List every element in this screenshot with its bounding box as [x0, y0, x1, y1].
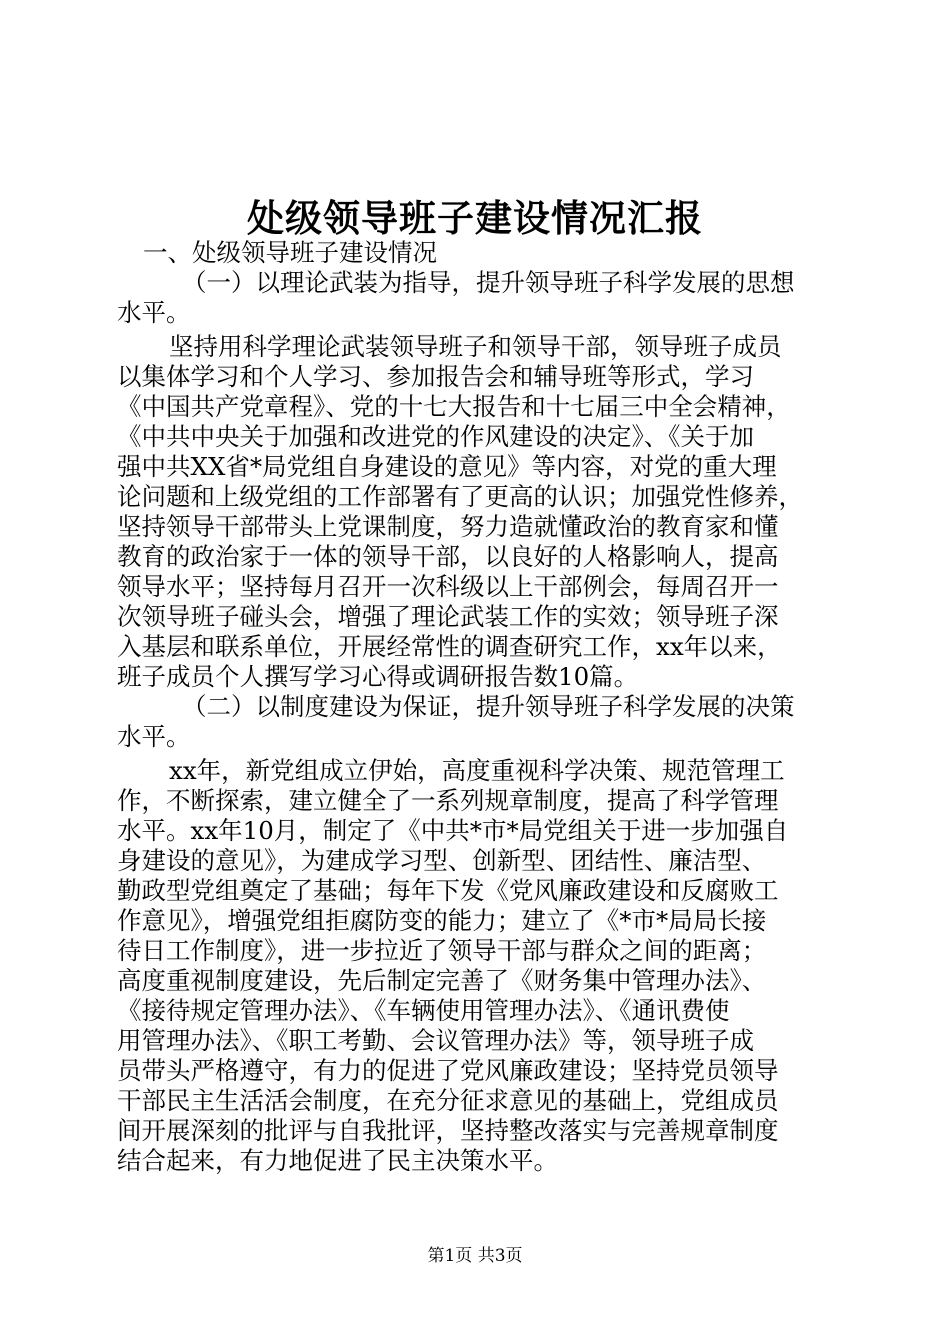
- text-line: 作，不断探索，建立健全了一系列规章制度，提高了科学管理: [117, 786, 779, 815]
- document-title: 处级领导班子建设情况汇报: [247, 196, 703, 240]
- text-line: 强中共XX省*局党组自身建设的意见》等内容，对党的重大理: [117, 452, 777, 481]
- text-line: 《接待规定管理办法》、《车辆使用管理办法》、《通讯费使: [117, 996, 730, 1025]
- text-line: 班子成员个人撰写学习心得或调研报告数10篇。: [117, 662, 639, 691]
- text-line: 以集体学习和个人学习、参加报告会和辅导班等形式，学习: [117, 362, 754, 391]
- text-line: 员带头严格遵守，有力的促进了党风廉政建设；坚持党员领导: [117, 1056, 779, 1085]
- text-line: 待日工作制度》，进一步拉近了领导干部与群众之间的距离；: [117, 936, 767, 965]
- text-line: 勤政型党组奠定了基础；每年下发《党风廉政建设和反腐败工: [117, 876, 779, 905]
- text-line: 干部民主生活活会制度，在充分征求意见的基础上，党组成员: [117, 1086, 779, 1115]
- text-line: 坚持领导干部带头上党课制度，努力造就懂政治的教育家和懂: [117, 512, 779, 541]
- text-line: 水平。: [117, 298, 191, 327]
- text-line: 水平。: [117, 722, 191, 751]
- text-line: 次领导班子碰头会，增强了理论武装工作的实效；领导班子深: [117, 602, 779, 631]
- text-line: 教育的政治家于一体的领导干部，以良好的人格影响人，提高: [117, 542, 779, 571]
- subsection-heading: （二）以制度建设为保证，提升领导班子科学发展的决策: [182, 692, 795, 721]
- text-line: 《中国共产党章程》、党的十七大报告和十七届三中全会精神，: [117, 392, 791, 421]
- paragraph-start: xx年，新党组成立伊始，高度重视科学决策、规范管理工: [169, 756, 785, 785]
- text-line: 高度重视制度建设，先后制定完善了《财务集中管理办法》、: [117, 966, 767, 995]
- text-line: 作意见》，增强党组拒腐防变的能力；建立了《*市*局局长接: [117, 906, 767, 935]
- page-footer: 第1页 共3页: [427, 1246, 523, 1266]
- text-line: 结合起来，有力地促进了民主决策水平。: [117, 1146, 558, 1175]
- text-line: 《中共中央关于加强和改进党的作风建设的决定》、《关于加: [117, 422, 754, 451]
- text-line: 水平。xx年10月，制定了《中共*市*局党组关于进一步加强自: [117, 816, 789, 845]
- text-line: 用管理办法》、《职工考勤、会议管理办法》等，领导班子成: [117, 1026, 754, 1055]
- text-line: 入基层和联系单位，开展经常性的调查研究工作，xx年以来，: [117, 632, 782, 661]
- document-body: [117, 238, 833, 1176]
- subsection-heading: （一）以理论武装为指导，提升领导班子科学发展的思想: [182, 268, 795, 297]
- text-line: 领导水平；坚持每月召开一次科级以上干部例会，每周召开一: [117, 572, 779, 601]
- text-line: 论问题和上级党组的工作部署有了更高的认识；加强党性修养，: [117, 482, 803, 511]
- paragraph-start: 坚持用科学理论武装领导班子和领导干部，领导班子成员: [169, 332, 782, 361]
- text-line: 间开展深刻的批评与自我批评，坚持整改落实与完善规章制度: [117, 1116, 779, 1145]
- text-line: 身建设的意见》，为建成学习型、创新型、团结性、廉洁型、: [117, 846, 767, 875]
- section-heading: 一、处级领导班子建设情况: [143, 238, 437, 267]
